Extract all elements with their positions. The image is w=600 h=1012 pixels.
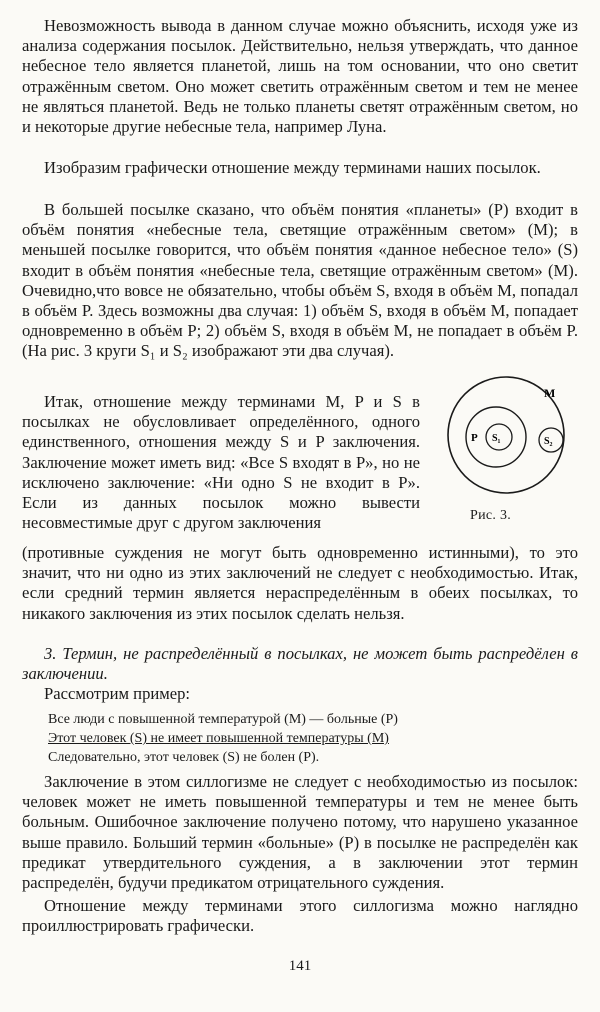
paragraph-6-rule: 3. Термин, не распределённый в посылках, не может быть распредёлен в заключении.	[22, 644, 578, 684]
paragraph-2: Изобразим графически отношение между терминами наших посылок.	[44, 158, 541, 177]
syllogism-premise-2: Этот человек (S) не имеет повышенной температуры (M)	[48, 731, 389, 746]
label-s1: S₁	[492, 433, 501, 444]
syllogism-conclusion: Следовательно, этот человек (S) не болен (P).	[48, 750, 320, 765]
syllogism-example	[48, 710, 488, 767]
paragraph-9: Отношение между терминами этого силлогизма можно наглядно проиллюстрировать графически.	[22, 896, 578, 936]
venn-diagram	[436, 370, 586, 500]
syllogism-premise-1: Все люди с повышенной температурой (M) — больные (P)	[48, 712, 398, 727]
label-m: M	[544, 386, 556, 400]
paragraph-4: Итак, отношение между терминами M, P и S в посылках не обусловливает определённого, одного единственного, отношения между S и P заключения. Заключение может иметь вид: «Все S входят в P», но не исключено заключение: «Ни одно S не входит в P». Если из данных посылок можно вывести несовместимые друг с другом заключения	[22, 392, 420, 533]
paragraph-3: В большей посылке сказано, что объём понятия «планеты» (P) входит в объём понятия «небесные тела, светящие отражённым светом» (M); в меньшей посылке говорится, что объём понятия «данное небесное тело» (S) входит в объём понятия «небесные тела, светящие отражённым светом» (M). Очевидно,что вовсе не обязательно, чтобы объём S, входя в объём M, попадал в объём P. Здесь возможны два случая: 1) объём S, входя в объём M, попадает одновременно в объём P; 2) объём S, входя в объём M, не попадает в объём P. (На рис. 3 круги S₁ и S₂ изображают эти два случая).	[22, 200, 578, 361]
paragraph-8: Заключение в этом силлогизме не следует с необходимостью из посылок: человек может не иметь повышенной температуры и тем не менее быть больным. Ошибочное заключение получено потому, что нарушено указанное выше правило. Больший термин «больные» (P) в посылке не распределён как предикат утвердительного суждения, а в заключении этот термин распределён, будучи предикатом отрицательного суждения.	[22, 772, 578, 893]
label-p: P	[471, 432, 478, 444]
page-number: 141	[288, 958, 312, 974]
paragraph-1: Невозможность вывода в данном случае можно объяснить, исходя уже из анализа содержания посылок. Действительно, нельзя утверждать, что данное небесное тело является планетой, лишь на том основании, что оно светит отражённым светом. Оно может светить отражённым светом и тем не менее не являться планетой. Ведь не только планеты светят отражённым светом, но и некоторые другие небесные тела, например Луна.	[22, 16, 578, 137]
paragraph-5: (противные суждения не могут быть одновременно истинными), то это значит, что ни одно из этих заключений не следует с необходимостью. Итак, если средний термин является нераспределённым в обеих посылках, то никакого заключения из этих посылок сделать нельзя.	[22, 543, 578, 623]
label-s2: S₂	[544, 436, 553, 447]
paragraph-7: Рассмотрим пример:	[44, 684, 191, 703]
venn-figure	[436, 370, 586, 500]
figure-caption: Рис. 3.	[470, 508, 512, 523]
